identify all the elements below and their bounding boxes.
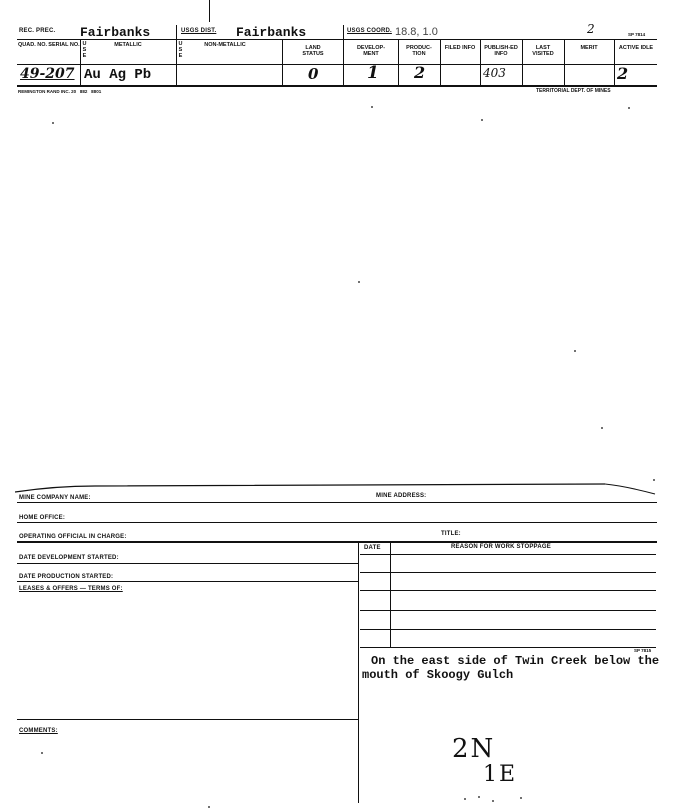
header-rule-3 xyxy=(17,85,657,87)
column-divider xyxy=(358,541,359,803)
use-label-metallic: USE xyxy=(82,41,87,59)
stoppage-row xyxy=(360,629,656,630)
header-col-divider xyxy=(343,25,344,85)
handwritten-note-1: 2N xyxy=(452,734,496,764)
reason-column-label: REASON FOR WORK STOPPAGE xyxy=(451,544,551,550)
row-rule xyxy=(17,502,657,503)
row-rule xyxy=(17,541,657,543)
stoppage-row xyxy=(360,647,656,648)
header-col-divider xyxy=(614,39,615,85)
leases-offers-label: LEASES & OFFERS — TERMS OF: xyxy=(19,586,123,592)
stoppage-row xyxy=(360,610,656,611)
printer-note: REMINGTON RAND INC. 20 882 8801 xyxy=(18,89,102,94)
development-value: 1 xyxy=(367,63,379,83)
usgs-dist-label: USGS DIST. xyxy=(181,28,217,34)
scan-speck xyxy=(208,806,210,808)
mine-address-label: MINE ADDRESS: xyxy=(376,493,427,499)
scan-speck xyxy=(371,106,373,108)
land-status-label: LAND STATUS xyxy=(302,45,324,57)
scan-speck xyxy=(464,798,466,800)
form-number-top: SP 7814 xyxy=(628,32,646,37)
row-rule xyxy=(17,719,359,720)
date-development-label: DATE DEVELOPMENT STARTED: xyxy=(19,555,119,561)
scan-speck xyxy=(492,800,494,802)
use-label-nonmetallic: USE xyxy=(178,41,183,59)
scan-speck xyxy=(52,122,54,124)
date-column-label: DATE xyxy=(364,545,381,551)
published-info-label: PUBLISH-ED INFO xyxy=(484,45,518,57)
stoppage-row xyxy=(360,554,656,555)
row-rule xyxy=(17,563,359,564)
scan-speck xyxy=(574,350,576,352)
scan-speck xyxy=(358,281,360,283)
scan-speck xyxy=(478,796,480,798)
comments-label: COMMENTS: xyxy=(19,728,58,734)
header-col-divider xyxy=(398,39,399,85)
header-rule-2 xyxy=(17,64,657,65)
rec-prec-value: Fairbanks xyxy=(80,25,151,40)
row-rule xyxy=(17,522,657,523)
production-label: PRODUC-TION xyxy=(406,45,432,57)
active-idle-label: ACTIVE IDLE xyxy=(618,45,654,51)
metallic-value: Au Ag Pb xyxy=(84,67,152,83)
card-top-edge xyxy=(15,480,660,500)
stoppage-date-divider xyxy=(390,541,391,648)
quad-serial-value: 49-207 xyxy=(20,66,75,82)
usgs-coord-label: USGS COORD. xyxy=(347,28,392,34)
top-tick-line xyxy=(209,0,210,22)
header-col-divider xyxy=(564,39,565,85)
rec-prec-label: REC. PREC. xyxy=(19,28,56,34)
filed-info-label: FILED INFO xyxy=(444,45,476,51)
header-col-divider xyxy=(480,39,481,85)
header-col-divider xyxy=(282,39,283,85)
stoppage-row xyxy=(360,572,656,573)
merit-label: MERIT xyxy=(580,45,598,51)
scan-speck xyxy=(41,752,43,754)
usgs-coord-value: 18.8, 1.0 xyxy=(395,26,438,38)
form-number-bottom: SP 7815 xyxy=(634,648,652,653)
header-col-divider xyxy=(80,39,81,85)
land-status-value: 0 xyxy=(308,65,319,83)
mine-company-label: MINE COMPANY NAME: xyxy=(19,495,91,501)
date-production-label: DATE PRODUCTION STARTED: xyxy=(19,574,114,580)
handwritten-note-2: 1E xyxy=(483,762,518,787)
corner-mark: 2 xyxy=(587,22,595,36)
production-value: 2 xyxy=(414,63,426,82)
serial-no-label: SERIAL NO. xyxy=(48,42,80,48)
operating-official-label: OPERATING OFFICIAL IN CHARGE: xyxy=(19,534,127,540)
location-line-2: mouth of Skoogy Gulch xyxy=(362,668,514,682)
published-info-value: 403 xyxy=(483,66,506,80)
scan-speck xyxy=(628,107,630,109)
quad-no-label: QUAD. NO. xyxy=(18,42,48,48)
header-col-divider xyxy=(522,39,523,85)
scan-speck xyxy=(601,427,603,429)
active-idle-value: 2 xyxy=(617,64,629,83)
location-line-1: On the east side of Twin Creek below the xyxy=(371,654,660,668)
usgs-dist-value: Fairbanks xyxy=(236,25,307,40)
non-metallic-label: NON-METALLIC xyxy=(204,42,246,48)
title-label: TITLE: xyxy=(441,531,461,537)
home-office-label: HOME OFFICE: xyxy=(19,515,66,521)
scan-speck xyxy=(520,797,522,799)
last-visited-label: LAST VISITED xyxy=(532,45,554,57)
metallic-label: METALLIC xyxy=(114,42,142,48)
row-rule xyxy=(17,581,359,582)
dept-note: TERRITORIAL DEPT. OF MINES xyxy=(536,88,611,94)
header-col-divider xyxy=(440,39,441,85)
header-col-divider xyxy=(176,25,177,85)
development-label: DEVELOP-MENT xyxy=(356,45,386,57)
stoppage-row xyxy=(360,590,656,591)
scan-speck xyxy=(481,119,483,121)
